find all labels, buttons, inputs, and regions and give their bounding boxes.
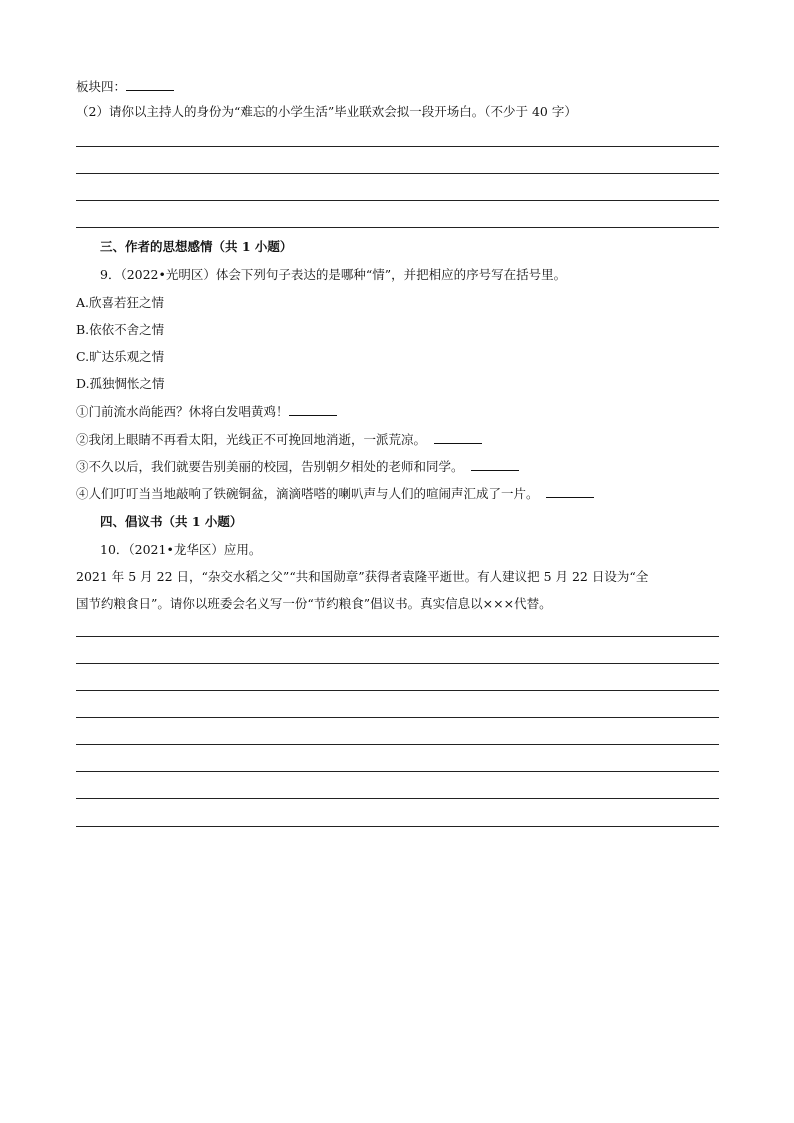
answer-line[interactable] (76, 636, 719, 637)
sentence-3-text: ③不久以后，我们就要告别美丽的校园，告别朝夕相处的老师和同学。 (76, 459, 464, 474)
section-3-title: 三、作者的思想感情（共 1 小题） (100, 239, 293, 254)
sentence-4 (76, 485, 594, 503)
answer-blank[interactable] (126, 78, 174, 91)
sentence-4-text: ④人们叮叮当当地敲响了铁碗铜盆，滴滴嗒嗒的喇叭声与人们的喧闹声汇成了一片。 (76, 486, 539, 501)
answer-line[interactable] (76, 227, 719, 228)
answer-blank[interactable] (471, 458, 519, 471)
answer-line[interactable] (76, 771, 719, 772)
answer-line[interactable] (76, 717, 719, 718)
answer-line[interactable] (76, 744, 719, 745)
answer-line[interactable] (76, 146, 719, 147)
answer-line[interactable] (76, 690, 719, 691)
sentence-2 (76, 431, 482, 449)
answer-line[interactable] (76, 200, 719, 201)
answer-line[interactable] (76, 826, 719, 827)
option-c: C.旷达乐观之情 (76, 349, 165, 364)
question-10-body-2: 国节约粮食日”。请你以班委会名义写一份“节约粮食”倡议书。真实信息以×××代替。 (76, 596, 552, 611)
answer-blank[interactable] (289, 403, 337, 416)
option-b: B.依依不舍之情 (76, 322, 165, 337)
answer-line[interactable] (76, 173, 719, 174)
sentence-1-text: ①门前流水尚能西？休将白发唱黄鸡！ (76, 404, 289, 419)
section-4-title: 四、倡议书（共 1 小题） (100, 514, 243, 529)
answer-blank[interactable] (434, 431, 482, 444)
sentence-2-text: ②我闭上眼睛不再看太阳，光线正不可挽回地消逝，一派荒凉。 (76, 432, 427, 447)
question-9-stem: 9．（2022•光明区）体会下列句子表达的是哪种“情”，并把相应的序号写在括号里。 (100, 267, 567, 282)
option-d: D.孤独惆怅之情 (76, 376, 165, 391)
question-2: （2）请你以主持人的身份为“难忘的小学生活”毕业联欢会拟一段开场白。（不少于 40 字） (76, 104, 577, 119)
option-a: A.欣喜若狂之情 (76, 295, 165, 310)
answer-blank[interactable] (546, 485, 594, 498)
question-10-body-1: 2021 年 5 月 22 日，“杂交水稻之父”“共和国勋章”获得者袁隆平逝世。有人建议把 5 月 22 日设为“全 (76, 569, 649, 584)
board4-label: 板块四： (76, 79, 127, 94)
board4-line (76, 78, 174, 96)
answer-line[interactable] (76, 798, 719, 799)
sentence-3 (76, 458, 519, 476)
question-10-stem: 10．（2021•龙华区）应用。 (100, 542, 262, 557)
answer-line[interactable] (76, 663, 719, 664)
sentence-1 (76, 403, 337, 421)
